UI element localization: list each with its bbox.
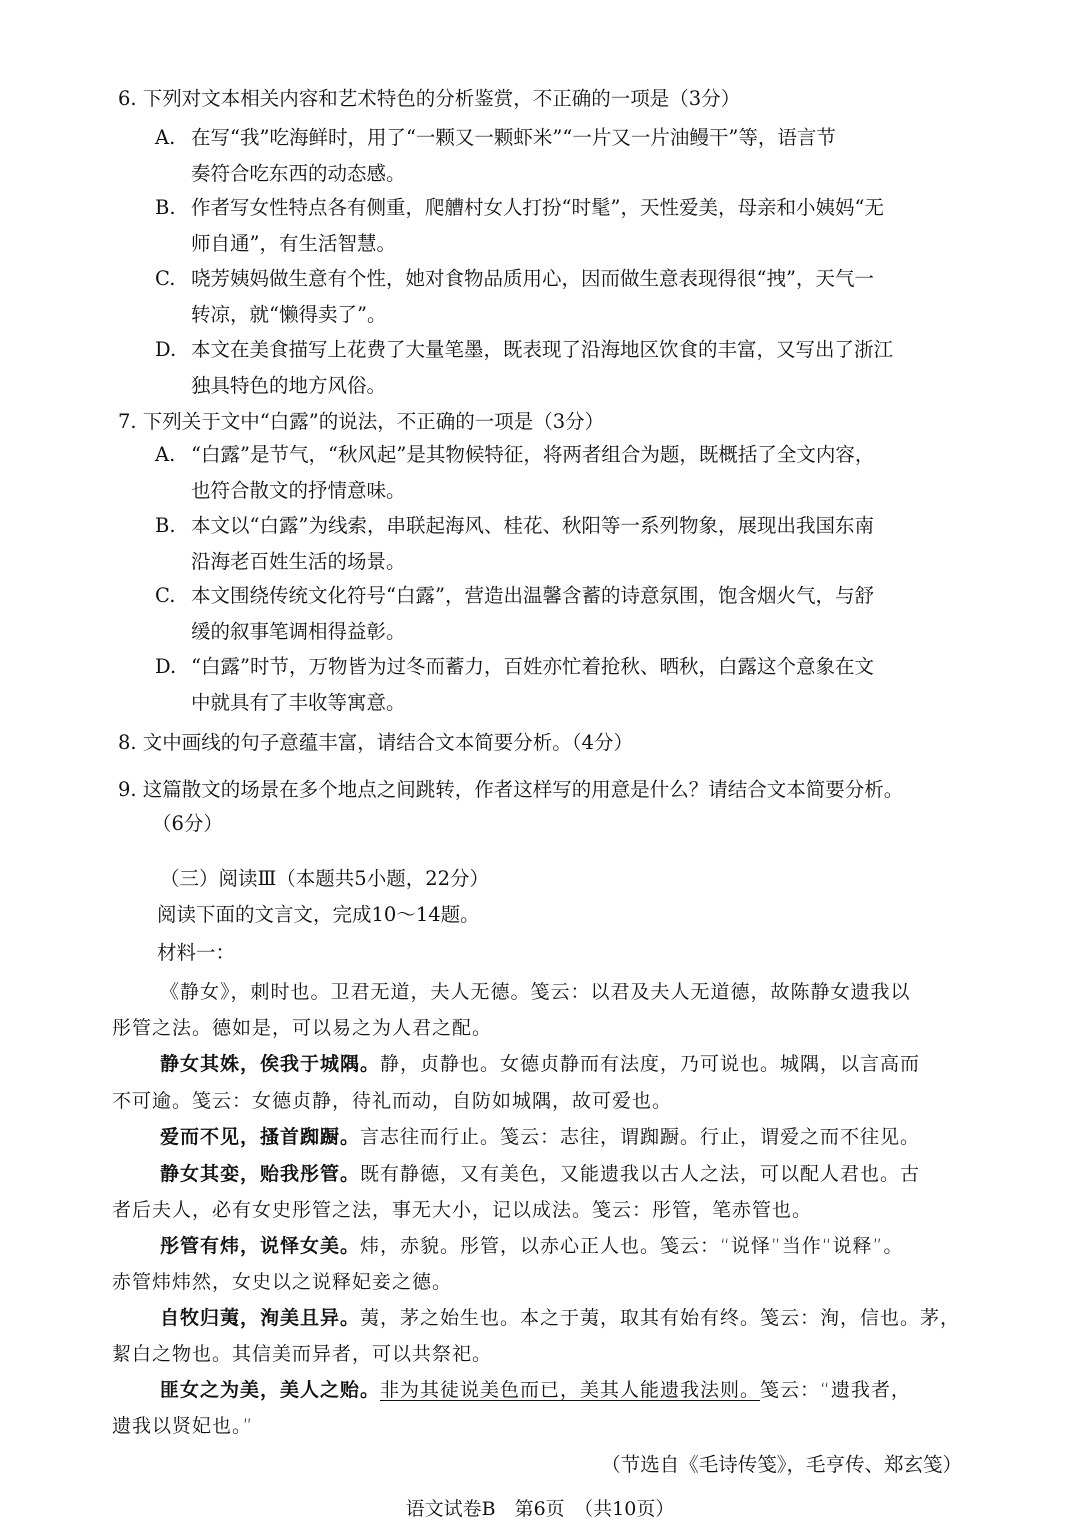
option-line: 中就具有了丰收等寓意。 — [191, 690, 406, 714]
option-label: D. — [155, 338, 177, 361]
classical-line: 赤管炜炜然，女史以之说释妃妾之德。 — [112, 1271, 453, 1293]
option-label: B. — [155, 514, 176, 537]
classical-line: 彤管之法。德如是，可以易之为人君之配。 — [112, 1017, 493, 1039]
option-line: 本文在美食描写上花费了大量笔墨，既表现了沿海地区饮食的丰富，又写出了浙江 — [191, 338, 894, 361]
classical-paragraph — [160, 1378, 911, 1403]
poem-line: 匪女之为美，美人之贻。 — [160, 1379, 381, 1401]
q7-option-c — [155, 578, 970, 650]
option-label: C. — [155, 584, 176, 607]
classical-paragraph — [160, 1125, 920, 1150]
poem-line: 彤管有炜，说怿女美。 — [160, 1235, 361, 1257]
page-footer: 语文试卷B 第6页 （共10页） — [405, 1498, 675, 1520]
option-line: 转凉，就“懒得卖了”。 — [191, 302, 387, 326]
q7-option-d — [155, 649, 970, 721]
classical-paragraph — [160, 1234, 903, 1259]
classical-paragraph — [160, 1052, 920, 1077]
classical-line: 《静女》，刺时也。卫君无道，夫人无德。笺云：以君及夫人无道德，故陈静女遗我以 — [160, 981, 911, 1003]
option-line: 哓芳姨妈做生意有个性，她对食物品质用心，因而做生意表现得很“拽”，天气一 — [191, 267, 874, 290]
option-label: A. — [155, 126, 176, 149]
q7-option-a — [155, 437, 970, 509]
q6-option-b — [155, 190, 970, 262]
q7-option-b — [155, 508, 970, 580]
option-line: 缓的叙事笔调相得益彰。 — [191, 619, 406, 643]
option-line: 在写“我”吃海鲜时，用了“一颗又一颗虾米”“一片又一片油鳗干”等，语言节 — [191, 126, 836, 149]
option-label: D. — [155, 655, 177, 678]
section-heading: （三）阅读Ⅲ（本题共5小题，22分） — [160, 867, 490, 890]
q6-option-a — [155, 120, 970, 192]
poem-line: 静女其娈，贻我彤管。 — [160, 1163, 361, 1185]
option-line: 沿海老百姓生活的场景。 — [191, 549, 406, 573]
source-citation: （节选自《毛诗传笺》，毛亨传、郑玄笺） — [601, 1453, 962, 1476]
commentary: 言志往而行止。笺云：志往，谓踟蹰。行止，谓爱之而不往见。 — [360, 1126, 921, 1148]
commentary: 炜，赤貌。彤管，以赤心正人也。笺云：“说怿”当作“说释”。 — [360, 1235, 904, 1257]
classical-line: 不可逾。笺云：女德贞静，待礼而动，自防如城隅，故可爱也。 — [112, 1090, 673, 1112]
question-8-stem: 8. 文中画线的句子意蕴丰富，请结合文本简要分析。（4分） — [118, 731, 633, 754]
option-label: C. — [155, 267, 176, 290]
q6-option-c — [155, 261, 970, 333]
option-line: 本文围绕传统文化符号“白露”，营造出温馨含蓄的诗意氛围，饱含烟火气，与舒 — [191, 584, 874, 607]
commentary: 笺云：“遗我者， — [760, 1379, 911, 1401]
option-line: 本文以“白露”为线索，串联起海风、桂花、秋阳等一系列物象，展现出我国东南 — [191, 514, 874, 537]
option-line: “白露”是节气，“秋风起”是其物候特征，将两者组合为题，既概括了全文内容， — [191, 443, 875, 466]
classical-paragraph — [160, 1306, 960, 1331]
option-line: 独具特色的地方风俗。 — [191, 373, 387, 397]
question-6-stem: 6. 下列对文本相关内容和艺术特色的分析鉴赏，不正确的一项是（3分） — [118, 87, 741, 110]
option-line: “白露”时节，万物皆为过冬而蓄力，百姓亦忙着抢秋、晒秋，白露这个意象在文 — [191, 655, 874, 678]
poem-line: 自牧归荑，洵美且异。 — [160, 1307, 361, 1329]
option-line: 也符合散文的抒情意味。 — [191, 478, 406, 502]
poem-line: 静女其姝，俟我于城隅。 — [160, 1053, 381, 1075]
option-line: 师自通”，有生活智慧。 — [191, 231, 396, 255]
commentary: 既有静德，又有美色，又能遗我以古人之法，可以配人君也。古 — [360, 1163, 921, 1185]
classical-paragraph — [160, 1162, 920, 1187]
question-9-stem: 9. 这篇散文的场景在多个地点之间跳转，作者这样写的用意是什么？请结合文本简要分析。 — [118, 778, 904, 801]
classical-line: 者后夫人，必有女史彤管之法，事无大小，记以成法。笺云：彤管，笔赤管也。 — [112, 1199, 813, 1221]
classical-line: 絜白之物也。其信美而异者，可以共祭祀。 — [112, 1343, 493, 1365]
option-line: 作者写女性特点各有侧重，爬艚村女人打扮“时髦”，天性爱美，母亲和小姨妈“无 — [191, 196, 884, 219]
option-label: B. — [155, 196, 176, 219]
poem-line: 爱而不见，搔首踟蹰。 — [160, 1126, 361, 1148]
question-7-stem: 7. 下列关于文中“白露”的说法，不正确的一项是（3分） — [118, 410, 605, 433]
question-9-points: （6分） — [152, 812, 223, 835]
option-line: 奏符合吃东西的动态感。 — [191, 161, 406, 185]
classical-line: 遗我以贤妃也。” — [112, 1415, 254, 1437]
commentary: 静，贞静也。女德贞静而有法度，乃可说也。城隅，以言高而 — [380, 1053, 921, 1075]
underlined-sentence: 非为其徒说美色而已，美其人能遗我法则。 — [380, 1379, 761, 1401]
section-instruction: 阅读下面的文言文，完成10～14题。 — [157, 903, 480, 926]
q6-option-d — [155, 332, 970, 404]
option-label: A. — [155, 443, 176, 466]
commentary: 荑，茅之始生也。本之于荑，取其有始有终。笺云：洵，信也。茅， — [360, 1307, 961, 1329]
material-label: 材料一： — [157, 941, 236, 964]
